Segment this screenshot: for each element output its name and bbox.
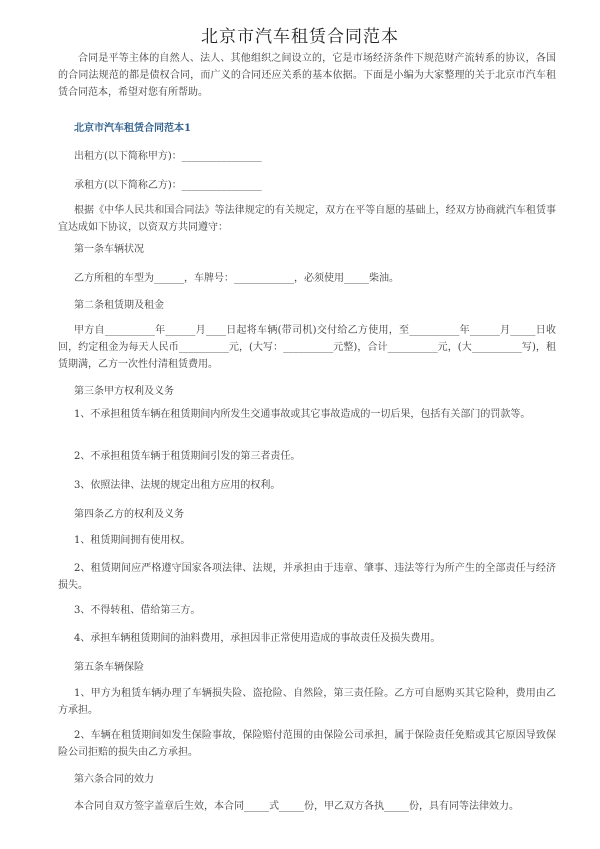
lessor-line: 出租方(以下简称甲方)：________________	[74, 151, 262, 162]
article-5-heading: 第五条车辆保险	[74, 662, 144, 673]
article-3-item: 1、不承担租赁车辆在租赁期间内所发生交通事故或其它事故造成的一切后果，包括有关部门的罚款等。	[74, 409, 531, 420]
article-1-heading: 第一条车辆状况	[74, 244, 144, 255]
article-1-line: 乙方所租的车型为______，车牌号：____________，必须使用_____柴油。	[74, 273, 399, 284]
article-5-item: 1、甲方为租赁车辆办理了车辆损失险、盗抢险、自然险，第三责任险。乙方可自愿购买其它险种，费用由乙方承担。	[58, 688, 556, 716]
article-6-line: 本合同自双方签字盖章后生效，本合同_____式_____份，甲乙双方各执_____份，具有同等法律效力。	[74, 801, 519, 812]
intro-paragraph: 合同是平等主体的自然人、法人、其他组织之间设立的，它是市场经济条件下规范财产流转系的协议，各国的合同法规范的都是债权合同，而广义的合同还应关系的基本依据。下面是小编为大家整理的关于北京市汽车租赁合同范本，希望对您有所帮助。	[58, 53, 556, 98]
article-3-item: 3、依照法律、法规的规定出租方应用的权利。	[74, 480, 281, 491]
article-3-item: 2、不承担租赁车辆于租赁期间引发的第三者责任。	[74, 451, 301, 462]
article-2-heading: 第二条租赁期及租金	[74, 300, 164, 311]
article-3-heading: 第三条甲方权利及义务	[74, 386, 174, 397]
article-5-item: 2、车辆在租赁期间如发生保险事故，保险赔付范围的由保险公司承担，属于保险责任免赔或其它原因导致保险公司拒赔的损失由乙方承担。	[58, 730, 556, 758]
article-4-item: 2、租赁期间应严格遵守国家各项法律、法规，并承担由于违章、肇事、违法等行为所产生的全部责任与经济损失。	[58, 563, 556, 591]
preamble-paragraph: 根据《中华人民共和国合同法》等法律规定的有关规定，双方在平等自愿的基础上，经双方协商就汽车租赁事宜达成如下协议，以资双方共同遵守：	[58, 205, 556, 233]
article-4-item: 1、租赁期间拥有使用权。	[74, 535, 191, 546]
article-4-heading: 第四条乙方的权利及义务	[74, 509, 184, 520]
article-6-heading: 第六条合同的效力	[74, 774, 154, 785]
lessee-line: 承租方(以下简称乙方)：________________	[74, 180, 262, 191]
article-2-paragraph: 甲方自__________年______月____日起将车辆(带司机)交付给乙方使用，至__________年______月_____日收回，约定租金为每天人民币__________元，(大写：__________元整)，合计__________元，(大__________写)，租赁期满，乙方一次性付清租赁费用。	[58, 325, 556, 370]
article-4-item: 3、不得转租、借给第三方。	[74, 605, 201, 616]
contract-subtitle: 北京市汽车租赁合同范本1	[74, 123, 191, 134]
article-4-item: 4、承担车辆租赁期间的油料费用，承担因非正常使用造成的事故责任及损失费用。	[74, 633, 441, 644]
page-title: 北京市汽车租赁合同范本	[201, 27, 399, 47]
